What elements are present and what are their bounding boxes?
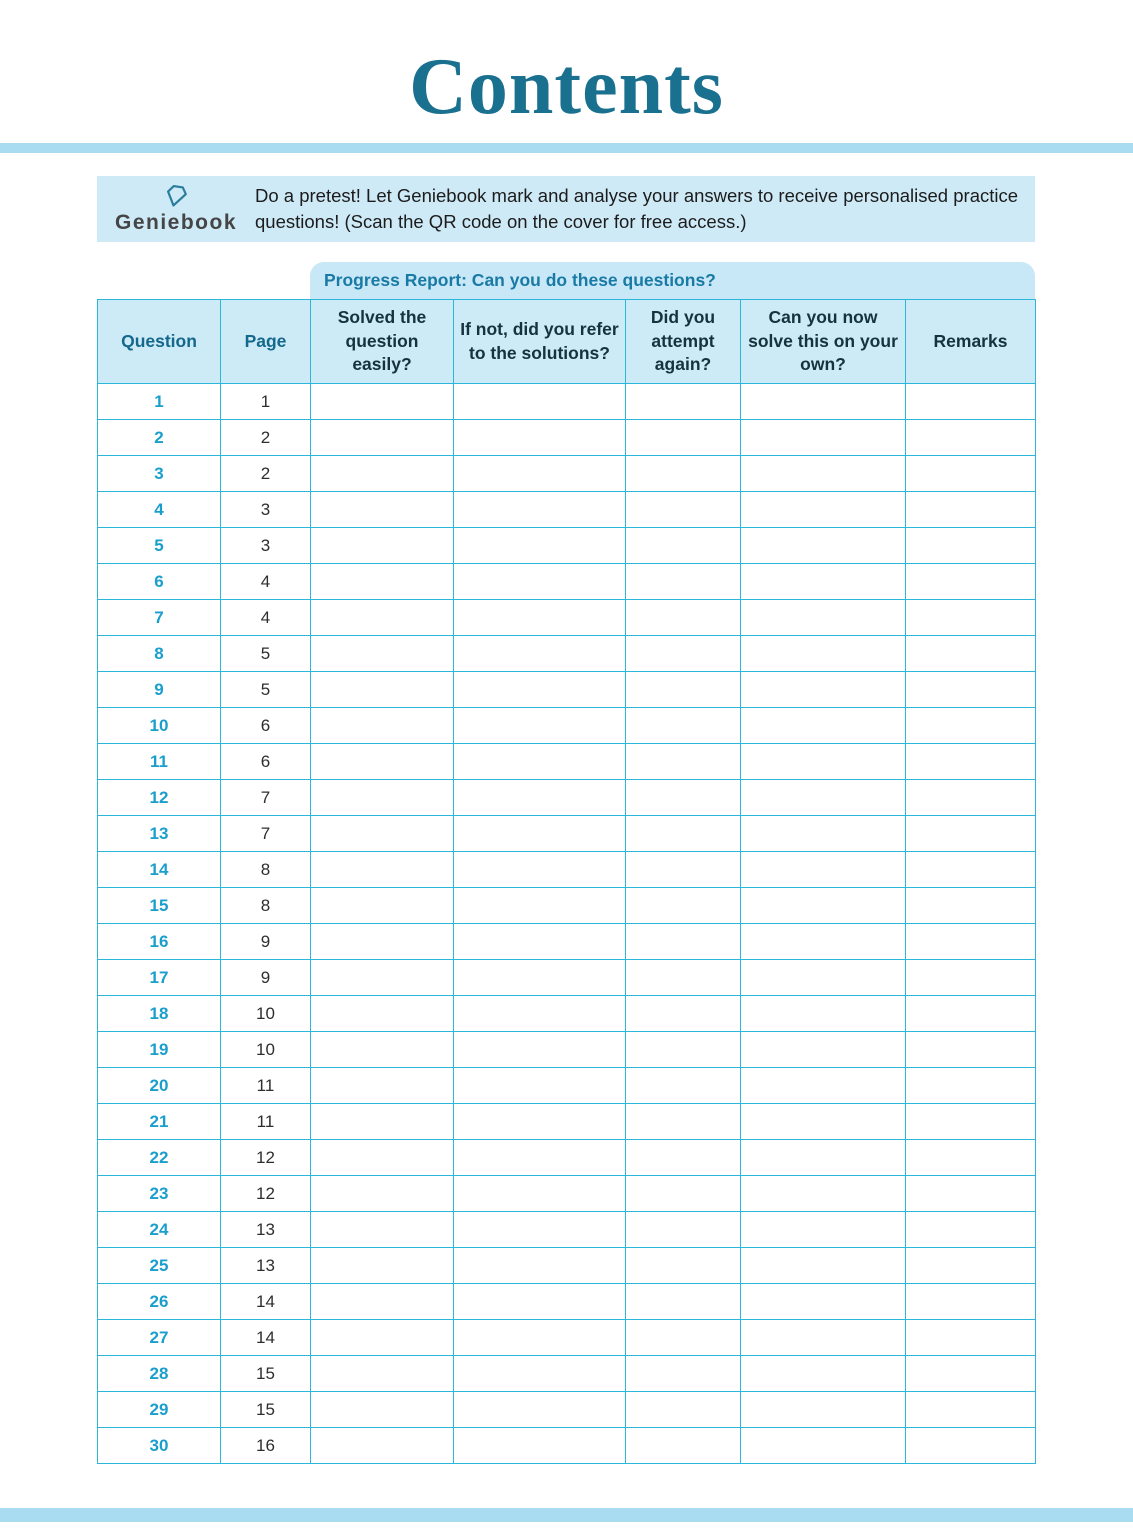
- answer-cell: [741, 744, 906, 780]
- question-number: 4: [98, 492, 221, 528]
- page-number: 13: [221, 1248, 311, 1284]
- answer-cell: [906, 600, 1036, 636]
- table-row: [98, 672, 1036, 708]
- answer-cell: [741, 924, 906, 960]
- table-row: [98, 384, 1036, 420]
- answer-cell: [311, 816, 454, 852]
- page-number: 11: [221, 1068, 311, 1104]
- answer-cell: [906, 708, 1036, 744]
- question-number: 5: [98, 528, 221, 564]
- answer-cell: [626, 708, 741, 744]
- page-number: 14: [221, 1284, 311, 1320]
- answer-cell: [454, 636, 626, 672]
- answer-cell: [906, 384, 1036, 420]
- answer-cell: [741, 708, 906, 744]
- answer-cell: [626, 780, 741, 816]
- page-title: Contents: [409, 43, 724, 131]
- answer-cell: [626, 744, 741, 780]
- answer-cell: [311, 1284, 454, 1320]
- answer-cell: [454, 1032, 626, 1068]
- header-refer: If not, did you refer to the solutions?: [454, 300, 626, 384]
- answer-cell: [626, 1392, 741, 1428]
- answer-cell: [454, 1176, 626, 1212]
- answer-cell: [454, 708, 626, 744]
- answer-cell: [741, 1032, 906, 1068]
- page-number: 16: [221, 1428, 311, 1464]
- answer-cell: [906, 564, 1036, 600]
- answer-cell: [311, 1320, 454, 1356]
- page-number: 11: [221, 1104, 311, 1140]
- answer-cell: [741, 564, 906, 600]
- progress-report-header: [310, 262, 1035, 299]
- table-row: [98, 1032, 1036, 1068]
- table-row: [98, 888, 1036, 924]
- question-number: 2: [98, 420, 221, 456]
- answer-cell: [741, 888, 906, 924]
- answer-cell: [311, 672, 454, 708]
- answer-cell: [906, 1248, 1036, 1284]
- table-row: [98, 816, 1036, 852]
- answer-cell: [454, 456, 626, 492]
- question-number: 13: [98, 816, 221, 852]
- table-row: [98, 924, 1036, 960]
- header-attempt: Did you attempt again?: [626, 300, 741, 384]
- page-number: 8: [221, 852, 311, 888]
- question-number: 30: [98, 1428, 221, 1464]
- page-number: 10: [221, 1032, 311, 1068]
- answer-cell: [626, 1212, 741, 1248]
- answer-cell: [626, 1320, 741, 1356]
- answer-cell: [906, 636, 1036, 672]
- answer-cell: [741, 1284, 906, 1320]
- answer-cell: [454, 420, 626, 456]
- answer-cell: [454, 1356, 626, 1392]
- answer-cell: [741, 1248, 906, 1284]
- answer-cell: [906, 780, 1036, 816]
- answer-cell: [454, 1248, 626, 1284]
- answer-cell: [311, 1032, 454, 1068]
- question-number: 6: [98, 564, 221, 600]
- answer-cell: [741, 492, 906, 528]
- answer-cell: [906, 924, 1036, 960]
- answer-cell: [454, 780, 626, 816]
- answer-cell: [311, 1104, 454, 1140]
- table-row: [98, 1248, 1036, 1284]
- answer-cell: [311, 924, 454, 960]
- page-number: 9: [221, 960, 311, 996]
- answer-cell: [741, 636, 906, 672]
- answer-cell: [626, 1248, 741, 1284]
- table-header-row: [98, 300, 1036, 384]
- question-number: 19: [98, 1032, 221, 1068]
- answer-cell: [311, 1248, 454, 1284]
- answer-cell: [454, 1320, 626, 1356]
- answer-cell: [626, 1140, 741, 1176]
- answer-cell: [626, 1032, 741, 1068]
- question-number: 20: [98, 1068, 221, 1104]
- table-row: [98, 1104, 1036, 1140]
- answer-cell: [906, 1392, 1036, 1428]
- progress-report-title: Progress Report: Can you do these questions?: [324, 270, 716, 290]
- page-number: 15: [221, 1392, 311, 1428]
- table-row: [98, 564, 1036, 600]
- table-row: [98, 600, 1036, 636]
- answer-cell: [626, 564, 741, 600]
- answer-cell: [454, 1428, 626, 1464]
- answer-cell: [626, 456, 741, 492]
- answer-cell: [311, 780, 454, 816]
- answer-cell: [311, 492, 454, 528]
- answer-cell: [906, 1032, 1036, 1068]
- page-number: 8: [221, 888, 311, 924]
- answer-cell: [626, 960, 741, 996]
- table-row: [98, 744, 1036, 780]
- page-number: 2: [221, 456, 311, 492]
- page-number: 5: [221, 672, 311, 708]
- answer-cell: [626, 1068, 741, 1104]
- answer-cell: [311, 1140, 454, 1176]
- answer-cell: [906, 1284, 1036, 1320]
- answer-cell: [311, 708, 454, 744]
- answer-cell: [311, 1392, 454, 1428]
- geniebook-logo-text: Geniebook: [114, 211, 238, 234]
- banner-text: Do a pretest! Let Geniebook mark and analyse your answers to receive personalised practice questions! (Scan the QR code on the cover for free access.): [255, 185, 1019, 232]
- page-number: 9: [221, 924, 311, 960]
- answer-cell: [454, 384, 626, 420]
- contents-table: [97, 299, 1036, 1464]
- answer-cell: [626, 1356, 741, 1392]
- answer-cell: [454, 1104, 626, 1140]
- answer-cell: [311, 636, 454, 672]
- answer-cell: [741, 1212, 906, 1248]
- question-number: 9: [98, 672, 221, 708]
- answer-cell: [311, 1068, 454, 1104]
- answer-cell: [906, 996, 1036, 1032]
- answer-cell: [311, 528, 454, 564]
- answer-cell: [741, 996, 906, 1032]
- answer-cell: [626, 924, 741, 960]
- answer-cell: [741, 1104, 906, 1140]
- answer-cell: [741, 1140, 906, 1176]
- geniebook-logo: [97, 183, 255, 235]
- answer-cell: [906, 744, 1036, 780]
- page-number: 14: [221, 1320, 311, 1356]
- gem-icon: [163, 183, 189, 211]
- answer-cell: [626, 852, 741, 888]
- answer-cell: [626, 1284, 741, 1320]
- question-number: 21: [98, 1104, 221, 1140]
- table-row: [98, 636, 1036, 672]
- answer-cell: [454, 1392, 626, 1428]
- answer-cell: [454, 1068, 626, 1104]
- header-solved: Solved the question easily?: [311, 300, 454, 384]
- page-number: 15: [221, 1356, 311, 1392]
- answer-cell: [906, 1356, 1036, 1392]
- answer-cell: [741, 852, 906, 888]
- question-number: 22: [98, 1140, 221, 1176]
- question-number: 29: [98, 1392, 221, 1428]
- answer-cell: [311, 960, 454, 996]
- table-row: [98, 1284, 1036, 1320]
- answer-cell: [741, 816, 906, 852]
- answer-cell: [626, 996, 741, 1032]
- answer-cell: [311, 888, 454, 924]
- table-row: [98, 1140, 1036, 1176]
- answer-cell: [311, 1428, 454, 1464]
- page-number: 5: [221, 636, 311, 672]
- answer-cell: [454, 600, 626, 636]
- question-number: 7: [98, 600, 221, 636]
- page-number: 2: [221, 420, 311, 456]
- answer-cell: [626, 384, 741, 420]
- answer-cell: [741, 600, 906, 636]
- answer-cell: [311, 420, 454, 456]
- header-question: Question: [98, 300, 221, 384]
- answer-cell: [454, 672, 626, 708]
- table-row: [98, 1392, 1036, 1428]
- page-number: 12: [221, 1176, 311, 1212]
- table-row: [98, 1068, 1036, 1104]
- answer-cell: [741, 1356, 906, 1392]
- geniebook-banner: [97, 176, 1035, 242]
- answer-cell: [741, 528, 906, 564]
- answer-cell: [311, 852, 454, 888]
- table-row: [98, 1428, 1036, 1464]
- answer-cell: [741, 384, 906, 420]
- page-number: 6: [221, 708, 311, 744]
- answer-cell: [741, 1176, 906, 1212]
- answer-cell: [311, 1176, 454, 1212]
- answer-cell: [741, 672, 906, 708]
- answer-cell: [906, 456, 1036, 492]
- question-number: 3: [98, 456, 221, 492]
- answer-cell: [626, 636, 741, 672]
- answer-cell: [906, 1428, 1036, 1464]
- question-number: 15: [98, 888, 221, 924]
- answer-cell: [626, 492, 741, 528]
- answer-cell: [626, 600, 741, 636]
- table-row: [98, 960, 1036, 996]
- table-row: [98, 708, 1036, 744]
- page-number: 4: [221, 564, 311, 600]
- answer-cell: [626, 1104, 741, 1140]
- answer-cell: [906, 888, 1036, 924]
- question-number: 8: [98, 636, 221, 672]
- question-number: 10: [98, 708, 221, 744]
- answer-cell: [741, 1392, 906, 1428]
- page-number: 6: [221, 744, 311, 780]
- answer-cell: [906, 672, 1036, 708]
- page-number: 12: [221, 1140, 311, 1176]
- answer-cell: [311, 1356, 454, 1392]
- page-number: 10: [221, 996, 311, 1032]
- question-number: 12: [98, 780, 221, 816]
- table-row: [98, 996, 1036, 1032]
- answer-cell: [906, 1140, 1036, 1176]
- answer-cell: [311, 456, 454, 492]
- answer-cell: [626, 816, 741, 852]
- table-row: [98, 852, 1036, 888]
- page-number: 13: [221, 1212, 311, 1248]
- answer-cell: [906, 492, 1036, 528]
- page-number: 7: [221, 780, 311, 816]
- table-row: [98, 780, 1036, 816]
- answer-cell: [626, 1176, 741, 1212]
- answer-cell: [454, 852, 626, 888]
- answer-cell: [906, 960, 1036, 996]
- answer-cell: [311, 384, 454, 420]
- question-number: 27: [98, 1320, 221, 1356]
- answer-cell: [906, 1320, 1036, 1356]
- answer-cell: [906, 1068, 1036, 1104]
- answer-cell: [454, 1212, 626, 1248]
- header-remarks: Remarks: [906, 300, 1036, 384]
- answer-cell: [311, 564, 454, 600]
- question-number: 16: [98, 924, 221, 960]
- answer-cell: [741, 456, 906, 492]
- answer-cell: [626, 1428, 741, 1464]
- answer-cell: [454, 528, 626, 564]
- question-number: 24: [98, 1212, 221, 1248]
- answer-cell: [454, 1140, 626, 1176]
- answer-cell: [906, 420, 1036, 456]
- page-number: 7: [221, 816, 311, 852]
- answer-cell: [906, 528, 1036, 564]
- question-number: 11: [98, 744, 221, 780]
- table-row: [98, 492, 1036, 528]
- answer-cell: [741, 1320, 906, 1356]
- answer-cell: [454, 744, 626, 780]
- answer-cell: [311, 744, 454, 780]
- answer-cell: [741, 420, 906, 456]
- question-number: 26: [98, 1284, 221, 1320]
- table-row: [98, 456, 1036, 492]
- header-page: Page: [221, 300, 311, 384]
- footer-bar: [0, 1508, 1133, 1522]
- answer-cell: [454, 1284, 626, 1320]
- answer-cell: [454, 924, 626, 960]
- answer-cell: [454, 888, 626, 924]
- question-number: 18: [98, 996, 221, 1032]
- answer-cell: [626, 888, 741, 924]
- question-number: 28: [98, 1356, 221, 1392]
- answer-cell: [311, 1212, 454, 1248]
- answer-cell: [311, 996, 454, 1032]
- header-solve-own: Can you now solve this on your own?: [741, 300, 906, 384]
- answer-cell: [626, 528, 741, 564]
- table-row: [98, 1212, 1036, 1248]
- title-divider-bar: [0, 143, 1133, 153]
- page-number: 1: [221, 384, 311, 420]
- answer-cell: [741, 780, 906, 816]
- page-number: 4: [221, 600, 311, 636]
- answer-cell: [454, 492, 626, 528]
- answer-cell: [454, 564, 626, 600]
- answer-cell: [626, 672, 741, 708]
- answer-cell: [741, 960, 906, 996]
- question-number: 1: [98, 384, 221, 420]
- question-number: 25: [98, 1248, 221, 1284]
- answer-cell: [906, 1104, 1036, 1140]
- table-row: [98, 420, 1036, 456]
- answer-cell: [454, 996, 626, 1032]
- answer-cell: [906, 852, 1036, 888]
- answer-cell: [454, 816, 626, 852]
- table-row: [98, 1176, 1036, 1212]
- table-row: [98, 528, 1036, 564]
- page-number: 3: [221, 492, 311, 528]
- answer-cell: [906, 816, 1036, 852]
- answer-cell: [741, 1428, 906, 1464]
- answer-cell: [906, 1176, 1036, 1212]
- answer-cell: [906, 1212, 1036, 1248]
- table-row: [98, 1320, 1036, 1356]
- answer-cell: [741, 1068, 906, 1104]
- page-number: 3: [221, 528, 311, 564]
- answer-cell: [454, 960, 626, 996]
- question-number: 23: [98, 1176, 221, 1212]
- question-number: 14: [98, 852, 221, 888]
- answer-cell: [626, 420, 741, 456]
- table-row: [98, 1356, 1036, 1392]
- question-number: 17: [98, 960, 221, 996]
- answer-cell: [311, 600, 454, 636]
